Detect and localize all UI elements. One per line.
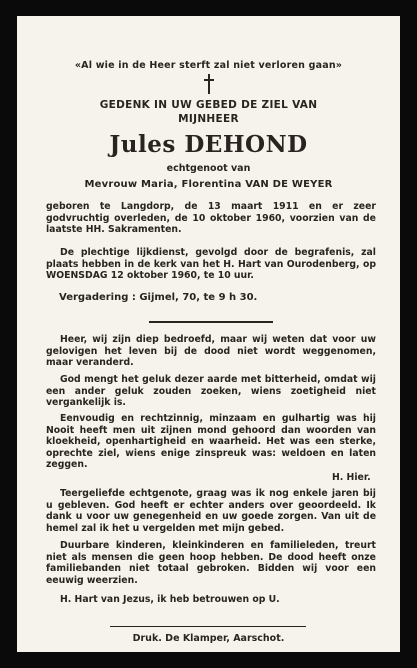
bottom-divider: [110, 626, 306, 627]
prayer-paragraph-2: God mengt het geluk dezer aarde met bitterheid, omdat wij een ander geluk zouden zoeken, wiens zoetigheid niet vergankelijk is.: [46, 374, 376, 408]
prayer-paragraph-6: H. Hart van Jezus, ik heb betrouwen op U.: [60, 594, 280, 605]
intro-line-1: GEDENK IN UW GEBED DE ZIEL VAN: [99, 99, 318, 111]
memorial-card: [17, 16, 400, 652]
prayer-paragraph-5: Duurbare kinderen, kleinkinderen en familieleden, treurt niet als mensen die geen hoop hebben. De dood heeft onze familiebanden niet totaal gebroken. Bidden wij voor een eeuwig weerzien.: [46, 540, 376, 586]
printer-credit: Druk. De Klamper, Aarschot.: [132, 633, 285, 644]
quote-signature: H. Hier.: [332, 472, 371, 483]
prayer-paragraph-3: Eenvoudig en rechtzinnig, minzaam en gulhartig was hij Nooit heeft men uit zijnen mond gehoord dan woorden van kloekheid, openhartigheid en waarheid. Het was een sterke, oprechte ziel, wiens enige zinspreuk was: weldoen en laten zeggen.: [46, 413, 376, 470]
spouse-label: echtgenoot van: [166, 163, 251, 174]
birth-death-paragraph: geboren te Langdorp, de 13 maart 1911 en er zeer godvruchtig overleden, de 10 oktober 1960, voorzien van de laatste HH. Sakramenten.: [46, 201, 376, 235]
deceased-name: Jules DEHOND: [109, 131, 308, 158]
spouse-name: Mevrouw Maria, Florentina VAN DE WEYER: [84, 179, 333, 190]
intro-line-2: MIJNHEER: [178, 113, 239, 125]
motto: «Al wie in de Heer sterft zal niet verloren gaan»: [74, 60, 343, 71]
prayer-paragraph-4: Teergeliefde echtgenote, graag was ik nog enkele jaren bij u gebleven. God heeft er echter anders over geoordeeld. Ik dank u voor uw genegenheid en uw goede zorgen. Van uit de hemel zal ik het u vergelden met mijn gebed.: [46, 488, 376, 534]
meeting-info: Vergadering : Gijmel, 70, te 9 h 30.: [59, 292, 258, 303]
cross-icon: [203, 74, 215, 94]
intro: [17, 98, 400, 126]
prayer-paragraph-1: Heer, wij zijn diep bedroefd, maar wij weten dat voor uw gelovigen het leven bij de dood niet wordt weggenomen, maar veranderd.: [46, 334, 376, 368]
funeral-paragraph: De plechtige lijkdienst, gevolgd door de begrafenis, zal plaats hebben in de kerk van het H. Hart van Ourodenberg, op WOENSDAG 12 oktober 1960, te 10 uur.: [46, 247, 376, 281]
divider: [149, 321, 273, 323]
